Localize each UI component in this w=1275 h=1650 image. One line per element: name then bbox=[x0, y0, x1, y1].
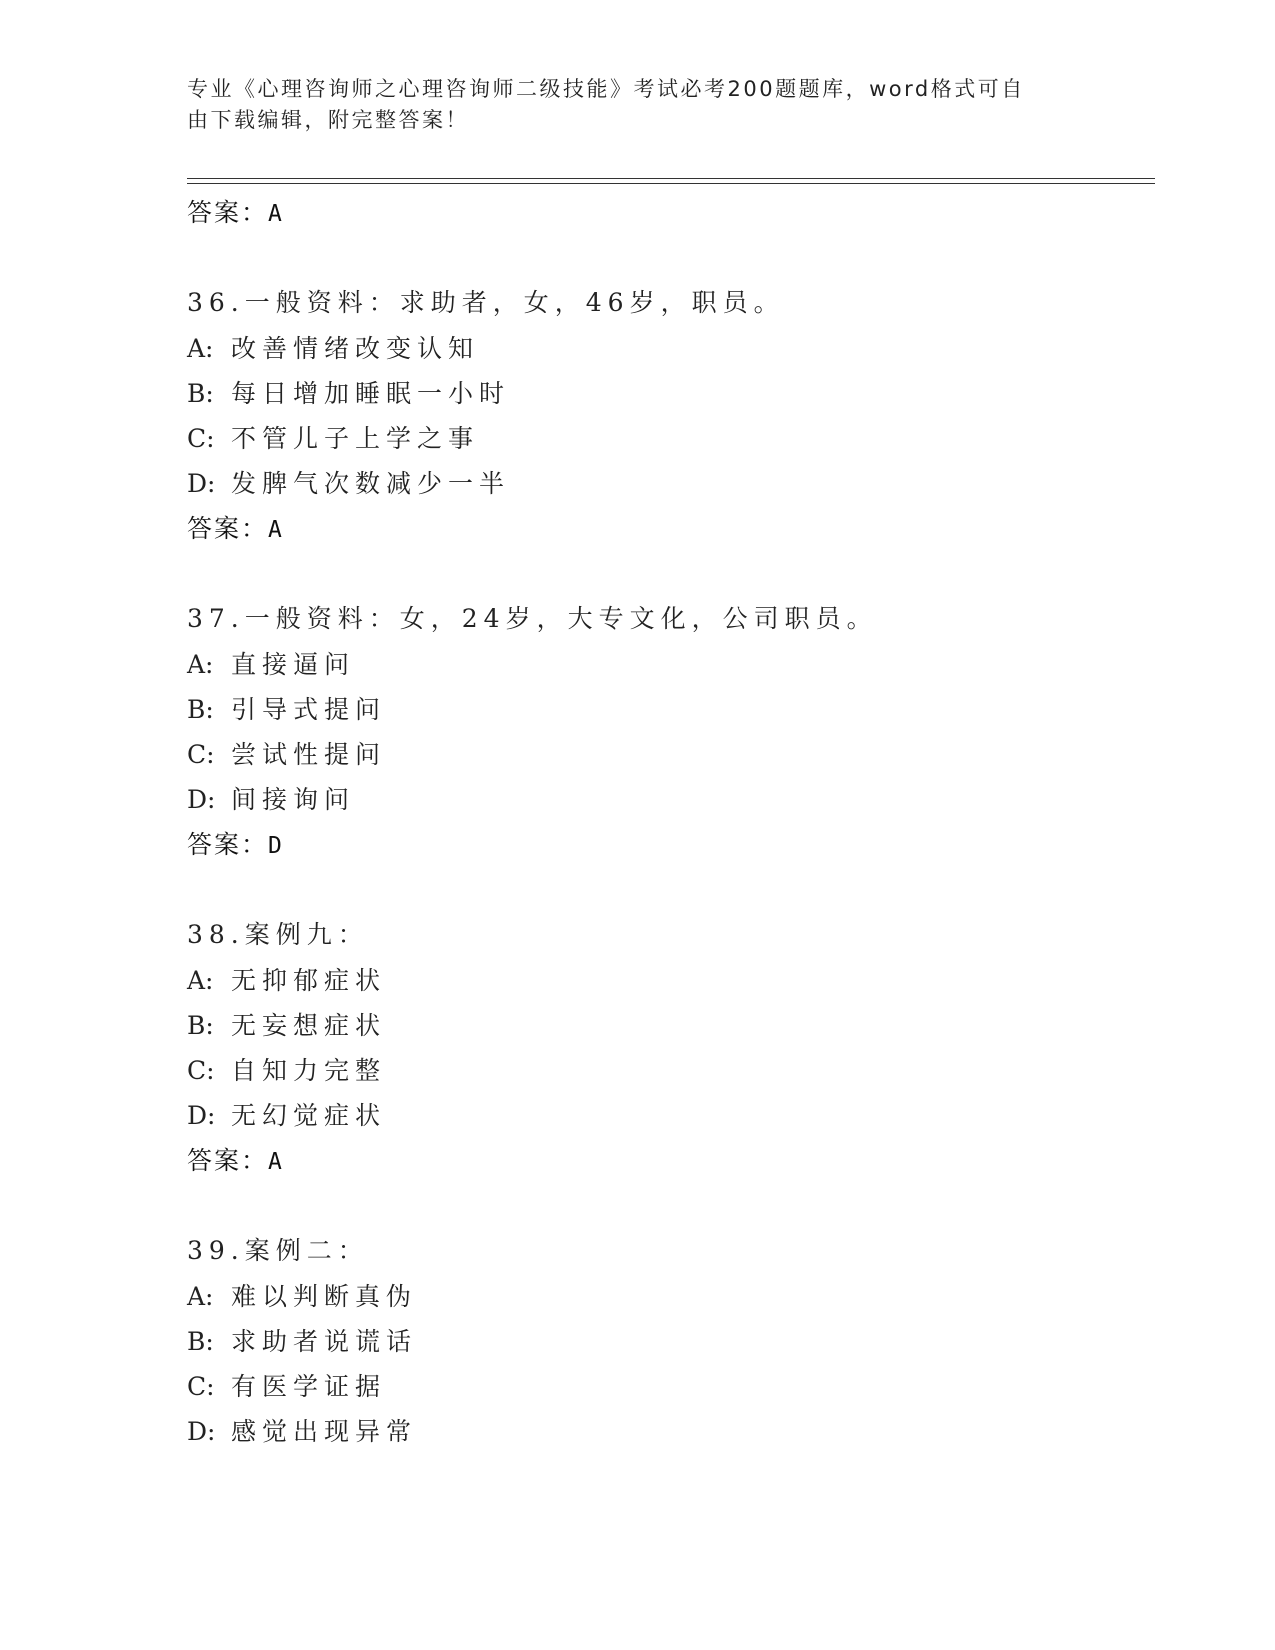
option-text: 感觉出现异常 bbox=[231, 1417, 418, 1446]
answer-value: D bbox=[268, 833, 282, 859]
option-key: A: bbox=[187, 1282, 214, 1311]
answer-line bbox=[187, 822, 1127, 868]
answer-label: 答案： bbox=[187, 830, 269, 859]
answer-value: A bbox=[268, 1149, 282, 1175]
header-line-1: 专业《心理咨询师之心理咨询师二级技能》考试必考200题题库，word格式可自 bbox=[187, 77, 1025, 101]
option-d bbox=[187, 777, 1127, 822]
option-a bbox=[187, 1274, 1127, 1319]
option-text: 间接询问 bbox=[231, 785, 356, 814]
answer-label: 答案： bbox=[187, 198, 269, 227]
header-divider bbox=[187, 178, 1155, 184]
option-text: 直接逼问 bbox=[231, 650, 356, 679]
option-a bbox=[187, 642, 1127, 687]
option-c bbox=[187, 416, 1127, 461]
answer-value: A bbox=[268, 517, 282, 543]
option-key: A: bbox=[187, 966, 214, 995]
question-stem: 39.案例二： bbox=[187, 1236, 369, 1265]
option-text: 无幻觉症状 bbox=[231, 1101, 387, 1130]
option-key: B: bbox=[187, 695, 214, 724]
option-a bbox=[187, 326, 1127, 371]
option-text: 改善情绪改变认知 bbox=[231, 334, 480, 363]
question-block bbox=[187, 596, 1127, 868]
option-key: C: bbox=[187, 1372, 215, 1401]
option-a bbox=[187, 958, 1127, 1003]
question-list bbox=[187, 190, 1127, 1454]
option-text: 有医学证据 bbox=[231, 1372, 387, 1401]
option-key: A: bbox=[187, 650, 214, 679]
option-b bbox=[187, 371, 1127, 416]
option-text: 引导式提问 bbox=[231, 695, 387, 724]
option-text: 发脾气次数减少一半 bbox=[231, 469, 511, 498]
option-text: 无抑郁症状 bbox=[231, 966, 387, 995]
option-text: 每日增加睡眠一小时 bbox=[231, 379, 511, 408]
option-c bbox=[187, 732, 1127, 777]
option-key: C: bbox=[187, 1056, 215, 1085]
option-text: 求助者说谎话 bbox=[231, 1327, 418, 1356]
question-stem: 37.一般资料：女，24岁，大专文化，公司职员。 bbox=[187, 604, 878, 633]
option-key: C: bbox=[187, 740, 215, 769]
option-text: 难以判断真伪 bbox=[231, 1282, 418, 1311]
answer-label: 答案： bbox=[187, 1146, 269, 1175]
option-key: B: bbox=[187, 379, 214, 408]
option-text: 自知力完整 bbox=[231, 1056, 387, 1085]
answer-value: A bbox=[268, 201, 282, 227]
answer-line bbox=[187, 190, 1127, 236]
option-d bbox=[187, 1093, 1127, 1138]
option-b bbox=[187, 1319, 1127, 1364]
option-text: 无妄想症状 bbox=[231, 1011, 387, 1040]
question-stem: 38.案例九： bbox=[187, 920, 369, 949]
answer-line bbox=[187, 1138, 1127, 1184]
option-key: C: bbox=[187, 424, 215, 453]
option-text: 不管儿子上学之事 bbox=[231, 424, 480, 453]
header-line-2: 由下载编辑，附完整答案！ bbox=[187, 108, 469, 132]
document-header bbox=[187, 74, 1067, 136]
option-text: 尝试性提问 bbox=[231, 740, 387, 769]
answer-label: 答案： bbox=[187, 514, 269, 543]
option-key: D: bbox=[187, 1417, 216, 1446]
option-d bbox=[187, 461, 1127, 506]
option-c bbox=[187, 1364, 1127, 1409]
question-block bbox=[187, 1228, 1127, 1454]
question-stem: 36.一般资料：求助者，女，46岁，职员。 bbox=[187, 288, 785, 317]
question-block bbox=[187, 912, 1127, 1184]
option-b bbox=[187, 1003, 1127, 1048]
answer-line bbox=[187, 506, 1127, 552]
option-key: A: bbox=[187, 334, 214, 363]
option-key: D: bbox=[187, 469, 216, 498]
option-key: B: bbox=[187, 1011, 214, 1040]
option-d bbox=[187, 1409, 1127, 1454]
option-b bbox=[187, 687, 1127, 732]
option-key: D: bbox=[187, 785, 216, 814]
option-c bbox=[187, 1048, 1127, 1093]
question-block bbox=[187, 280, 1127, 552]
option-key: B: bbox=[187, 1327, 214, 1356]
option-key: D: bbox=[187, 1101, 216, 1130]
